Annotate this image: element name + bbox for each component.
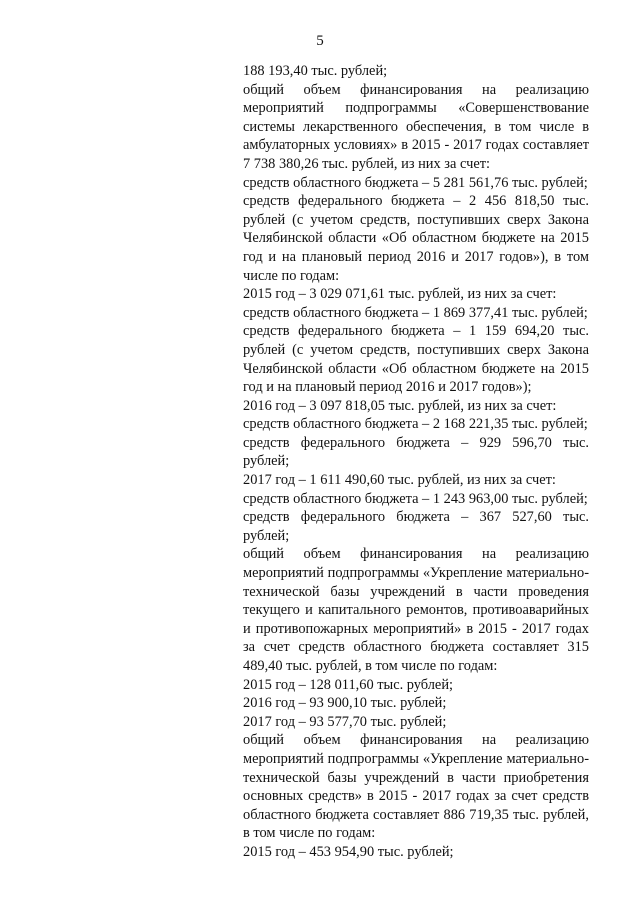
paragraph: 2017 год – 93 577,70 тыс. рублей; [243,713,447,730]
paragraph: 2016 год – 3 097 818,05 тыс. рублей, из них за счет: [243,397,557,414]
paragraph: 2015 год – 453 954,90 тыс. рублей; [243,843,454,860]
paragraph: средств федерального бюджета – 367 527,60 тыс. рублей; [243,509,589,544]
paragraph: общий объем финансирования на реализацию мероприятий подпрограммы «Укрепление материально-технической базы учреждений в части приобретения основных средств» в 2015 - 2017 годах за счет средств областного бюджета составляет 886 719,35 тыс. рублей, в том числе по годам: [243,732,589,842]
paragraph: средств федерального бюджета – 2 456 818,50 тыс. рублей (с учетом средств, поступивших сверх Закона Челябинской области «Об областном бюджете на 2015 год и на плановый период 2016 и 2017 годов»), в том числе по годам: [243,193,589,284]
paragraph: средств федерального бюджета – 929 596,70 тыс. рублей; [243,434,589,470]
paragraph: 188 193,40 тыс. рублей; [243,63,388,79]
text-column [243,62,589,862]
paragraph: 2015 год – 128 011,60 тыс. рублей; [243,676,454,693]
paragraph: общий объем финансирования на реализацию мероприятий подпрограммы «Укрепление материально-технической базы учреждений в части проведения текущего и капитального ремонтов, противоаварийных и противопожарных мероприятий» в 2015 - 2017 годах за счет средств областного бюджета составляет 315 489,40 тыс. рублей, в том числе по годам: [243,546,589,674]
paragraph: средств федерального бюджета – 1 159 694,20 тыс. рублей (с учетом средств, поступивших сверх Закона Челябинской области «Об областном бюджете на 2015 год и на плановый период 2016 и 2017 годов»); [243,323,589,396]
paragraph: 2015 год – 3 029 071,61 тыс. рублей, из них за счет: [243,286,557,303]
page-number: 5 [316,33,324,49]
paragraph: общий объем финансирования на реализацию мероприятий подпрограммы «Совершенствование системы лекарственного обеспечения, в том числе в амбулаторных условиях» в 2015 - 2017 годах составляет 7 738 380,26 тыс. рублей, из них за счет: [243,81,589,172]
paragraph: средств областного бюджета – 5 281 561,76 тыс. рублей; [243,174,588,191]
paragraph: средств областного бюджета – 1 243 963,00 тыс. рублей; [243,490,588,507]
paragraph: 2016 год – 93 900,10 тыс. рублей; [243,695,447,712]
paragraph: средств областного бюджета – 1 869 377,41 тыс. рублей; [243,304,588,321]
paragraph: 2017 год – 1 611 490,60 тыс. рублей, из них за счет: [243,472,556,489]
paragraph: средств областного бюджета – 2 168 221,35 тыс. рублей; [243,416,588,433]
